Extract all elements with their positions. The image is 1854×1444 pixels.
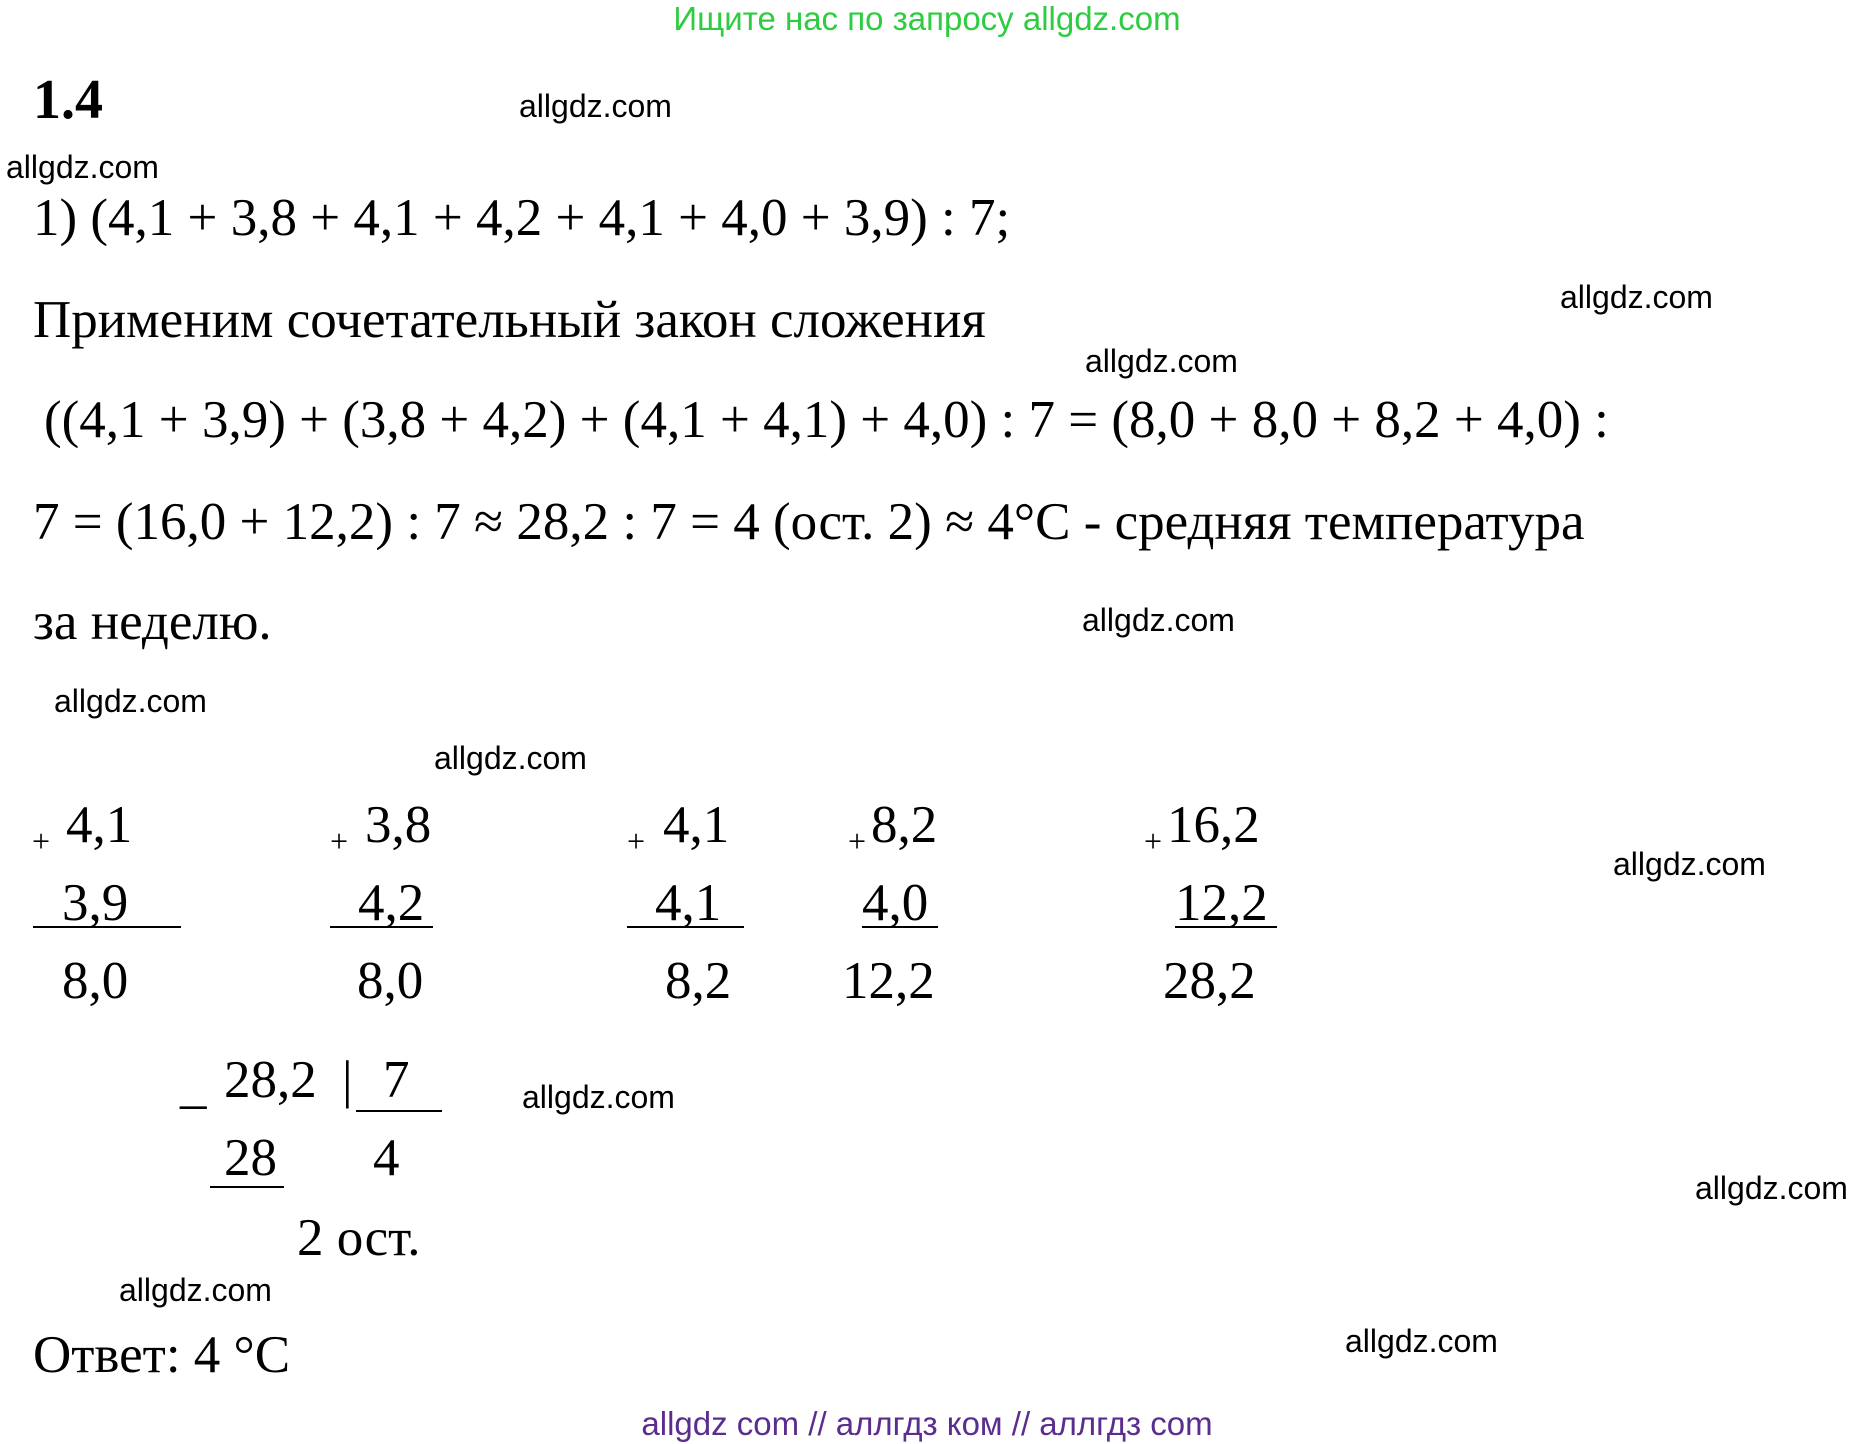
addend-bottom: 3,9 [62, 874, 129, 932]
sum-line [330, 926, 433, 928]
sum-line [1175, 926, 1277, 928]
plus-sign: + [32, 823, 51, 859]
sum-result: 8,0 [62, 952, 129, 1010]
watermark: allgdz.com [1082, 602, 1235, 638]
top-banner: Ищите нас по запросу allgdz.com [673, 0, 1181, 37]
calculation-line-2: 7 = (16,0 + 12,2) : 7 ≈ 28,2 : 7 = 4 (ост. 2) ≈ 4°С - средняя температура [33, 493, 1585, 551]
watermark: allgdz.com [119, 1272, 272, 1308]
calculation-line-1: ((4,1 + 3,9) + (3,8 + 4,2) + (4,1 + 4,1) + 4,0) : 7 = (8,0 + 8,0 + 8,2 + 4,0) : [44, 391, 1609, 449]
addend-bottom: 4,0 [862, 874, 929, 932]
addend-bottom: 4,1 [655, 874, 722, 932]
plus-sign: + [848, 823, 867, 859]
plus-sign: + [330, 823, 349, 859]
addend-top: 3,8 [365, 796, 432, 854]
plus-sign: + [1144, 823, 1163, 859]
calculation-line-3: за неделю. [33, 593, 272, 651]
addend-bottom: 12,2 [1175, 874, 1268, 932]
watermark: allgdz.com [434, 740, 587, 776]
watermark: allgdz.com [1560, 279, 1713, 315]
addend-bottom: 4,2 [358, 874, 425, 932]
dividend: 28,2 [224, 1051, 317, 1109]
division-minus: _ [180, 1056, 207, 1114]
subtrahend-line [210, 1186, 284, 1188]
watermark: allgdz.com [1695, 1170, 1848, 1206]
sum-line [862, 926, 938, 928]
quotient: 4 [373, 1129, 400, 1187]
watermark: allgdz.com [1613, 846, 1766, 882]
sum-result: 8,0 [357, 952, 424, 1010]
watermark: allgdz.com [6, 149, 159, 185]
subtrahend: 28 [224, 1129, 277, 1187]
watermark: allgdz.com [1085, 343, 1238, 379]
watermark: allgdz.com [54, 683, 207, 719]
sum-line [627, 926, 744, 928]
task-number: 1.4 [33, 69, 103, 131]
addend-top: 4,1 [663, 796, 730, 854]
division-bar: | [342, 1051, 353, 1109]
sum-line [33, 926, 181, 928]
plus-sign: + [627, 823, 646, 859]
watermark: allgdz.com [522, 1079, 675, 1115]
law-line: Применим сочетательный закон сложения [33, 291, 986, 349]
watermark: allgdz.com [519, 88, 672, 124]
addend-top: 4,1 [66, 796, 133, 854]
divisor-line [356, 1110, 442, 1112]
bottom-links: allgdz com // аллгдз ком // аллгдз com [641, 1405, 1213, 1442]
sum-result: 12,2 [842, 952, 935, 1010]
addend-top: 16,2 [1167, 796, 1260, 854]
sum-result: 28,2 [1163, 952, 1256, 1010]
divisor: 7 [383, 1051, 410, 1109]
watermark: allgdz.com [1345, 1323, 1498, 1359]
addend-top: 8,2 [871, 796, 938, 854]
sum-result: 8,2 [665, 952, 732, 1010]
answer: Ответ: 4 °С [33, 1326, 291, 1384]
remainder: 2 ост. [297, 1209, 421, 1267]
expression-line: 1) (4,1 + 3,8 + 4,1 + 4,2 + 4,1 + 4,0 + 3,9) : 7; [33, 189, 1011, 247]
